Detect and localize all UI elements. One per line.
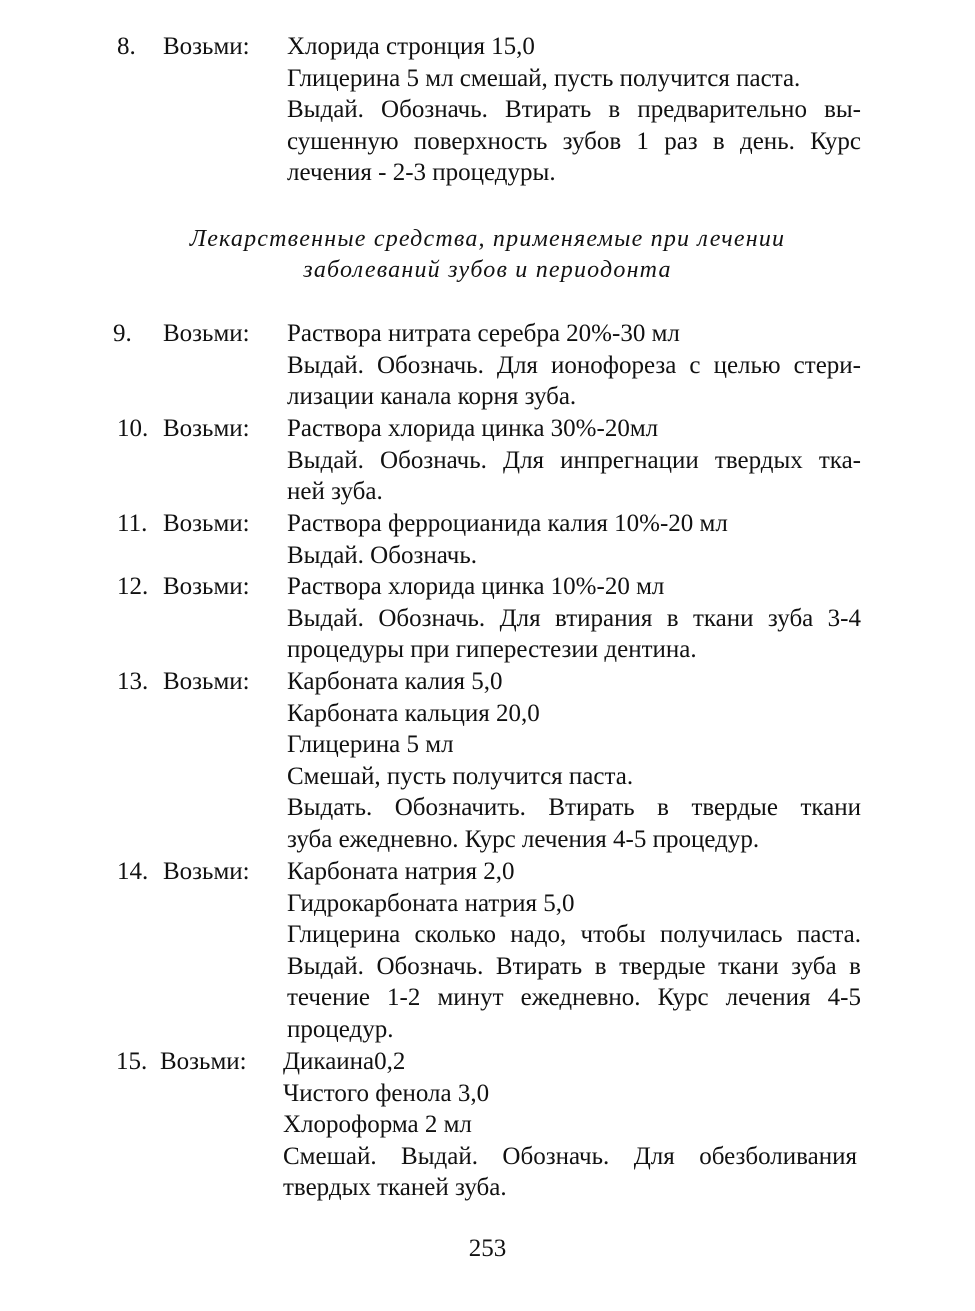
prescription-line: Глицерина 5 мл смешай, пусть получится паста. <box>287 64 801 92</box>
section-title-line: Лекарственные средства, применяемые при лечении <box>189 226 786 252</box>
prescription-line: Хлороформа 2 мл <box>283 1111 472 1139</box>
prescription-number: 9. <box>113 320 132 347</box>
prescription-line: Раствора хлорида цинка 30%-20мл <box>287 415 659 442</box>
prescription-keyword: Возьми: <box>163 320 250 347</box>
prescription-line: лечения - 2-3 процедуры. <box>287 159 556 187</box>
prescription-line: Выдай. Обозначь. Для втирания в ткани зуба 3-4 <box>287 604 861 632</box>
prescription-number: 14. <box>117 858 149 885</box>
prescription-line: течение 1-2 минут ежедневно. Курс лечения 4-5 <box>287 984 861 1012</box>
prescription-line: Карбоната натрия 2,0 <box>287 858 515 885</box>
prescription-line: процедур. <box>287 1015 394 1043</box>
prescription-keyword: Возьми: <box>163 510 250 537</box>
prescription-line: Выдай. Обозначь. Для ионофореза с целью стери- <box>287 351 861 379</box>
prescription-line: Выдать. Обозначить. Втирать в твердые ткани <box>287 794 861 822</box>
prescription-number: 11. <box>117 510 148 537</box>
prescription-line: Гидрокарбоната натрия 5,0 <box>287 889 575 917</box>
page-number: 253 <box>468 1235 507 1262</box>
prescription-line: Выдай. Обозначь. Втирать в твердые ткани зуба в <box>287 952 861 980</box>
prescription-body <box>287 31 861 189</box>
prescription-line: Выдай. Обозначь. Для инпрегнации твердых тка- <box>287 446 861 474</box>
prescription-number: 15. <box>116 1048 148 1075</box>
prescription-body <box>287 318 861 413</box>
prescription-line: Хлорида стронция 15,0 <box>287 33 535 60</box>
prescription-line: Карбоната калия 5,0 <box>287 668 503 695</box>
prescription-line: Выдай. Обозначь. Втирать в предварительно вы- <box>287 96 861 124</box>
prescription-line: Выдай. Обозначь. <box>287 541 478 569</box>
prescription-line: процедуры при гиперестезии дентина. <box>287 636 697 664</box>
prescription-line: Глицерина 5 мл <box>287 731 454 759</box>
prescription-line: Карбоната кальция 20,0 <box>287 699 540 727</box>
prescription-number: 10. <box>117 415 149 442</box>
prescription-keyword: Возьми: <box>163 858 250 885</box>
prescription-keyword: Возьми: <box>160 1048 247 1075</box>
prescription-line: Смешай, пусть получится паста. <box>287 762 634 790</box>
prescription-line: Смешай. Выдай. Обозначь. Для обезболивания <box>283 1142 857 1170</box>
section-title <box>0 224 975 286</box>
prescription-body <box>287 666 861 856</box>
prescription-number: 13. <box>117 668 149 695</box>
prescription-keyword: Возьми: <box>163 415 250 442</box>
prescription-keyword: Возьми: <box>163 33 250 60</box>
prescription-line: Раствора хлорида цинка 10%-20 мл <box>287 573 665 600</box>
prescription-number: 12. <box>117 573 149 600</box>
prescription-line: Раствора ферроцианида калия 10%-20 мл <box>287 510 728 537</box>
prescription-line: сушенную поверхность зубов 1 раз в день. Курс <box>287 127 861 155</box>
prescription-body <box>287 856 861 1046</box>
prescription-line: ней зуба. <box>287 478 383 506</box>
prescription-line: зуба ежедневно. Курс лечения 4-5 процедур. <box>287 825 760 853</box>
prescription-line: лизации канала корня зуба. <box>287 383 577 411</box>
prescription-line: Раствора нитрата серебра 20%-30 мл <box>287 320 680 347</box>
prescription-number: 8. <box>117 33 136 60</box>
section-title-line: заболеваний зубов и периодонта <box>303 257 672 283</box>
prescription-body <box>287 508 861 571</box>
prescription-line: твердых тканей зуба. <box>283 1174 507 1202</box>
prescription-body <box>287 571 861 666</box>
prescription-line: Дикаина0,2 <box>283 1048 406 1075</box>
prescription-body <box>287 413 861 508</box>
prescription-line: Глицерина сколько надо, чтобы получилась паста. <box>287 921 861 949</box>
prescription-line: Чистого фенола 3,0 <box>283 1079 490 1107</box>
prescription-keyword: Возьми: <box>163 668 250 695</box>
prescription-keyword: Возьми: <box>163 573 250 600</box>
prescription-body <box>283 1046 857 1204</box>
